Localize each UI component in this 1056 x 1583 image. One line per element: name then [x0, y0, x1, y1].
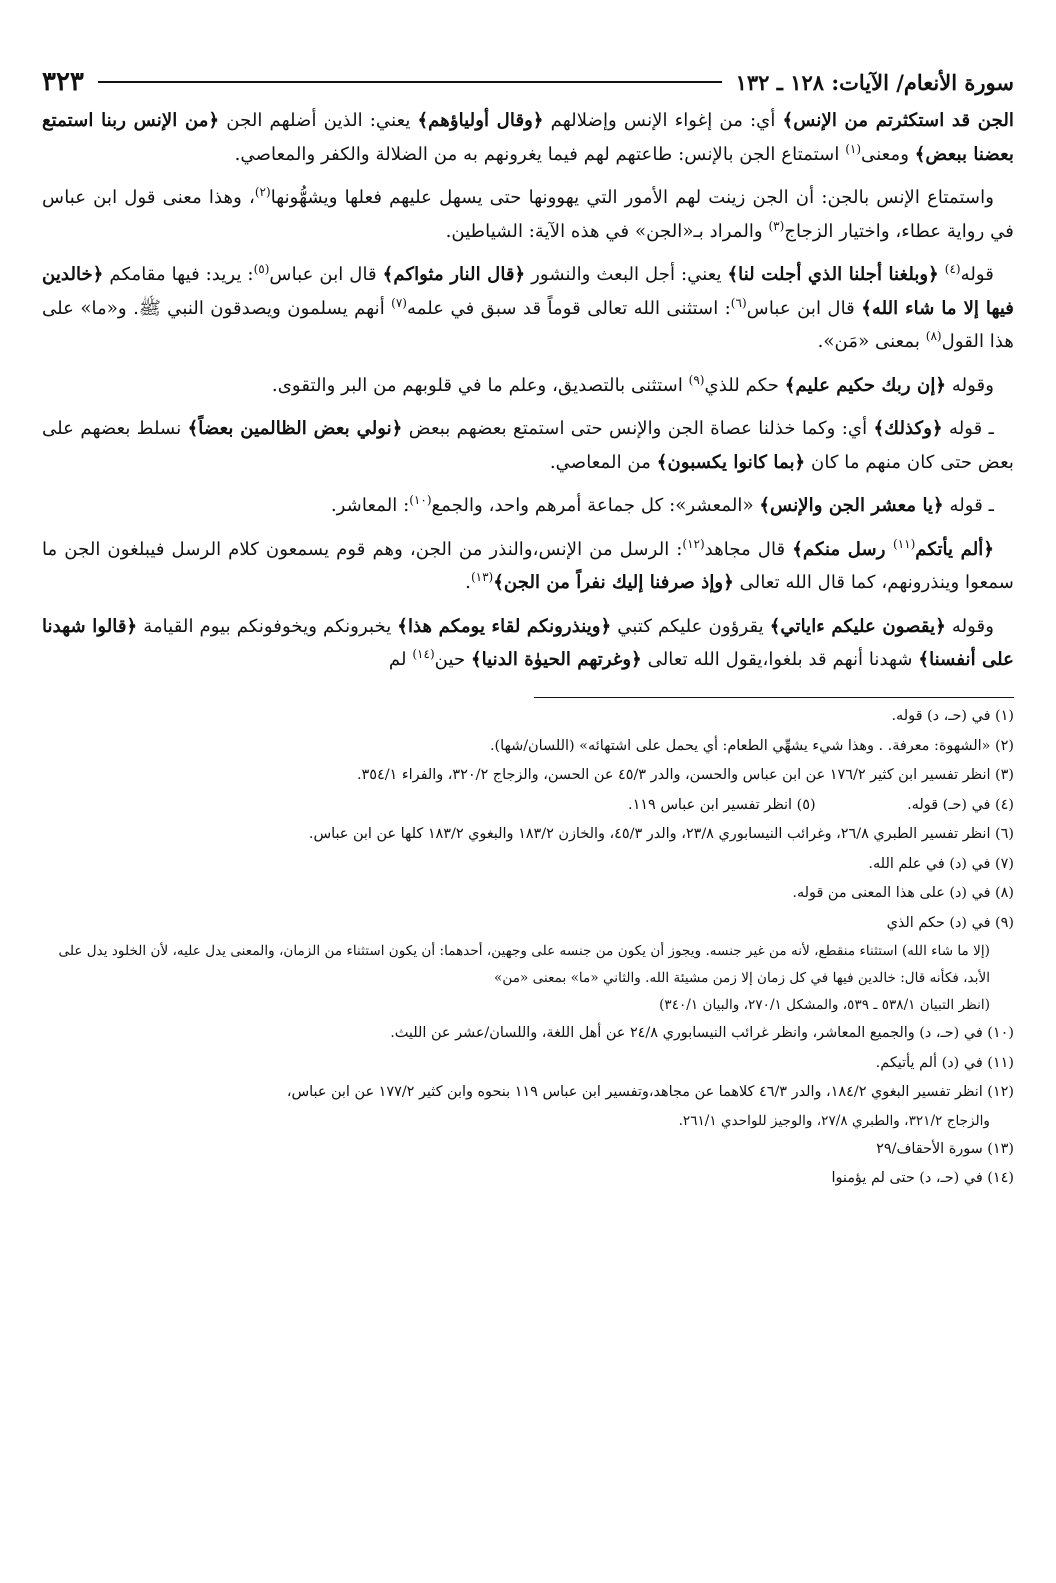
footnote	[42, 732, 1014, 762]
text-run: «المعشر»: كل جماعة أمرهم واحد، والجمع	[431, 495, 760, 516]
quran-quote: ﴿يقصون عليكم ءاياتي﴾	[769, 615, 946, 637]
footnote	[42, 879, 1014, 909]
paragraph	[42, 533, 1014, 600]
footnote-ref: (١١)	[893, 536, 916, 551]
footnote-ref: (٩)	[688, 372, 705, 387]
page-number: ٣٢٣	[42, 67, 84, 97]
paragraph	[42, 489, 1014, 523]
footnote-ref: (١٠)	[409, 492, 432, 507]
text-run: وقوله	[946, 374, 994, 396]
footnote-text: (١٣) سورة الأحقاف/٢٩	[876, 1140, 1014, 1157]
quran-quote: ﴿وكذلك﴾	[873, 418, 943, 439]
paragraph	[42, 181, 1014, 248]
footnote-text: (١٢) انظر تفسير البغوي ١٨٤/٢، والدر ٤٦/٣ كلاهما عن مجاهد،وتفسير ابن عباس ١١٩ بنحوه وابن كثير ١٧٧/٢ عن ابن عباس،	[286, 1084, 1014, 1100]
quran-quote: ﴿بما كانوا يكسبون﴾	[656, 451, 806, 473]
footnote	[42, 1135, 1014, 1165]
quran-quote: ﴿من الإنس ربنا استمتع بعضنا ببعض﴾	[42, 110, 1014, 165]
footnote-ref: (٨)	[925, 328, 942, 343]
quran-quote: ﴿وغرتهم الحيوٰة الدنيا﴾	[470, 649, 642, 670]
paragraph	[42, 610, 1014, 677]
footnote	[42, 820, 1014, 850]
quran-quote: رسل منكم﴾	[792, 538, 894, 560]
paragraph	[42, 104, 1014, 171]
footnote-ref: (١٢)	[682, 536, 705, 551]
footnote-ref: (١٤)	[412, 646, 435, 661]
text-run: : المعاشر.	[330, 495, 410, 516]
text-run: أي: وكما خذلنا عصاة الجن والإنس حتى استمتع بعضهم ببعض	[402, 418, 874, 439]
running-header	[42, 62, 1014, 102]
footnote	[42, 850, 1014, 880]
text-run: استثنى بالتصديق، وعلم ما في قلوبهم من البر والتقوى.	[271, 374, 689, 396]
footnote-ref: (١)	[845, 141, 862, 156]
running-header-title: سورة الأنعام/ الآيات: ١٢٨ ـ ١٣٢	[735, 69, 1014, 95]
text-run: ـ قوله	[943, 495, 994, 516]
footnote-text: (٦) انظر تفسير الطبري ٢٦/٨، وغرائب النيسابوري ٢٣/٨، والدر ٤٥/٣، والخازن ١٨٣/٢ والبغوي ١٨٣/٢ كلها عن ابن عباس.	[308, 826, 1014, 842]
text-run: من المعاصي.	[549, 451, 657, 473]
footnote-ref: (٧)	[391, 295, 407, 310]
footnote	[42, 702, 1014, 732]
footnote-continuation: (انظر التبيان ٥٣٨/١ ـ ٥٣٩، والمشكل ٢٧٠/١، والبيان ٣٤٠/١)	[659, 997, 990, 1013]
book-page	[42, 62, 1014, 1583]
text-run: يعني: الذين أضلهم الجن	[219, 110, 418, 131]
quran-quote: ﴿يا معشر الجن والإنس﴾	[759, 495, 944, 516]
quran-quote: ﴿وينذرونكم لقاء يومكم هذا﴾	[397, 615, 612, 637]
text-run: قال مجاهد	[704, 538, 793, 560]
text-run: وقوله	[945, 615, 995, 637]
text-run: : الرسل من الإنس،والنذر من الجن، وهم قوم يسمعون كلام الرسل فيبلغون الجن ما سمعوا وينذرونهم، كما قال الله تعالى	[42, 538, 1014, 593]
text-run: يخبرونكم ويخوفونكم بيوم القيامة	[137, 615, 398, 637]
text-run: ومعنى	[861, 143, 915, 165]
footnote	[42, 1019, 1014, 1049]
footnote-text: (١٤) في (حـ، د) حتى لم يؤمنوا	[831, 1170, 1014, 1186]
footnote-text: (٤) في (حـ) قوله. (٥) انظر تفسير ابن عباس ١١٩.	[627, 796, 1014, 813]
text-run: حين	[434, 649, 471, 670]
footnote	[42, 761, 1014, 791]
footnote-text: (٧) في (د) في علم الله.	[868, 855, 1014, 872]
footnote-ref: (٣)	[768, 218, 785, 233]
paragraph	[42, 258, 1014, 359]
footnote-ref: (٤)	[944, 261, 961, 276]
text-run: شهدنا أنهم قد بلغوا،يقول الله تعالى	[641, 649, 919, 670]
quran-quote: الجن قد استكثرتم من الإنس﴾	[782, 110, 1014, 131]
text-run: والمراد بـ«الجن» في هذه الآية: الشياطين.	[445, 220, 769, 242]
text-run: يقرؤون عليكم كتبي	[611, 615, 770, 637]
text-run: ـ قوله	[942, 418, 994, 439]
text-run: نسلط بعضهم على بعض حتى كان منهم ما كان	[42, 418, 1014, 473]
quran-quote: ﴿وإذ صرفنا إليك نفراً من الجن﴾	[493, 572, 734, 593]
quran-quote: ﴿قالوا شهدنا على أنفسنا﴾	[42, 615, 1014, 670]
footnote	[42, 1049, 1014, 1079]
footnote-continuation: (إلا ما شاء الله) استثناء منقطع، لأنه من غير جنسه. ويجوز أن يكون من جنسه على وجهين، أحدهما: أن يكون استثناء من الزمان، والمعنى يدل عليه، لأن الخلود يدل على الأبد، فكأنه قال: خالدين فيها في كل زمان إلا زمن مشيئة الله. والثاني «ما» بمعنى «من»	[58, 943, 990, 986]
text-run: قال ابن عباس	[746, 297, 862, 319]
footnotes	[42, 702, 1014, 1194]
text-run: قال ابن عباس	[269, 264, 383, 285]
quran-quote: ﴿وقال أولياؤهم﴾	[417, 110, 544, 131]
quran-quote: ﴿خالدين فيها إلا ما شاء الله﴾	[42, 264, 1015, 319]
footnote-separator	[534, 697, 1014, 699]
footnote-text: (٨) في (د) على هذا المعنى من قوله.	[792, 885, 1014, 901]
footnote-text: (١١) في (د) ألم يأتيكم.	[875, 1054, 1014, 1071]
text-run: أي: من إغواء الإنس وإضلالهم	[543, 110, 783, 131]
footnote-text: (٣) انظر تفسير ابن كثير ١٧٦/٢ عن ابن عباس والحسن، والدر ٤٥/٣ عن الحسن، والزجاج ٣٢٠/٢، والفراء ٣٥٤/١.	[356, 767, 1014, 783]
footnote-text: (١٠) في (حـ، د) والجميع المعاشر، وانظر غرائب النيسابوري ٢٤/٨ عن أهل اللغة، واللسان/عشر عن الليث.	[390, 1025, 1014, 1041]
main-text	[42, 104, 1014, 677]
paragraph	[42, 369, 1014, 403]
text-run: واستمتاع الإنس بالجن: أن الجن زينت لهم الأمور التي يهوونها حتى يسهل عليهم فعلها ويشهُّونها	[270, 187, 995, 208]
text-run: قوله	[960, 264, 994, 285]
footnote	[42, 1078, 1014, 1108]
header-rule	[98, 81, 722, 83]
footnote	[42, 1164, 1014, 1194]
footnote-text: (٩) في (د) حكم الذي	[886, 914, 1014, 931]
footnote	[42, 909, 1014, 939]
footnote-ref: (١٣)	[470, 569, 494, 584]
text-run: : يريد: فيها مقامكم	[103, 264, 254, 285]
footnote-ref: (٦)	[730, 295, 747, 310]
paragraph	[42, 412, 1014, 479]
text-run: يعني: أجل البعث والنشور	[525, 264, 728, 285]
text-run: : استثنى الله تعالى قوماً قد سبق في علمه	[406, 297, 731, 319]
quran-quote: ﴿وبلغنا أجلنا الذي أجلت لنا﴾	[727, 264, 939, 285]
footnote-text: (٢) «الشهوة: معرفة. . وهذا شيء يشهِّي الطعام: أي يحمل على اشتهائه» (اللسان/شها).	[489, 737, 1014, 754]
quran-quote: ﴿قال النار مثواكم﴾	[382, 264, 526, 285]
text-run: .	[465, 572, 471, 593]
quran-quote: ﴿إن ربك حكيم عليم﴾	[784, 374, 947, 396]
text-run: لم	[388, 649, 413, 670]
text-run: استمتاع الجن بالإنس: طاعتهم لهم فيما يغرونهم به من الضلالة والكفر والمعاصي.	[234, 143, 846, 165]
quran-quote: ﴿ألم يأتكم	[915, 538, 994, 560]
text-run: بمعنى «مَن».	[817, 331, 926, 352]
footnote-continuation: والزجاج ٣٢١/٢، والطبري ٢٧/٨، والوجيز للواحدي ٢٦١/١.	[678, 1112, 990, 1129]
footnote-ref: (٢)	[254, 184, 271, 199]
footnote-ref: (٥)	[253, 261, 270, 276]
quran-quote: ﴿نولي بعض الظالمين بعضاً﴾	[187, 418, 403, 439]
text-run: ، وهذا معنى قول ابن عباس في رواية عطاء، واختيار الزجاج	[42, 187, 1014, 242]
footnote-text: (١) في (حـ، د) قوله.	[891, 708, 1014, 724]
text-run: أنهم يسلمون ويصدقون النبي ﷺ. و«ما» على هذا القول	[42, 297, 1014, 352]
text-run: حكم للذي	[704, 374, 785, 396]
footnote	[42, 791, 1014, 821]
